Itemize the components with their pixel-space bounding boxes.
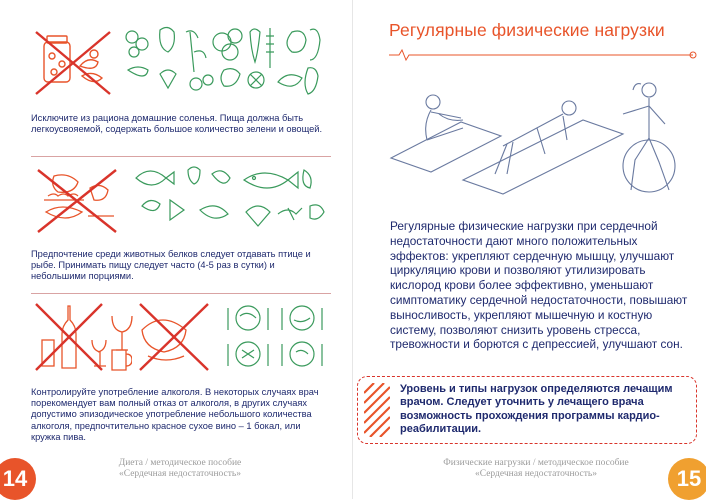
footer-line-2: «Сердечная недостаточность»	[475, 469, 597, 479]
divider	[31, 156, 331, 157]
note-text: Уровень и типы нагрузок определяются лечащим врачом. Следует уточнить у лечащего врача возможность прохождения программы кардио-реабилитации.	[400, 383, 673, 436]
note-box	[357, 376, 697, 444]
page-number-left: 14	[0, 458, 36, 500]
exercise-illustration	[387, 80, 697, 200]
meals-icon	[218, 300, 333, 374]
heartbeat-line-icon	[389, 48, 699, 62]
footer-line-2: «Сердечная недостаточность»	[119, 469, 241, 479]
footer-right	[417, 458, 655, 480]
body-paragraph: Регулярные физические нагрузки при сердечной недостаточности дают много положительных эффектов: укрепляют сердечную мышцу, улучшают циркуляцию крови и позволяют утилизировать кислород крови более эффективно, уменьшают симптоматику сердечной недостаточности, повышают выносливость, укрепляют мышечную и костную систему, позволяют снизить уровень стресса, тревожности и борются с депрессией, улучшают сон.	[390, 219, 688, 352]
paragraph-protein: Предпочтение среди животных белков следует отдавать птице и рыбе. Принимать пищу следует часто (4-5 раз в сутки) и небольшими порциями.	[31, 249, 311, 282]
vegetables-icon	[120, 22, 330, 102]
footer-line-1: Физические нагрузки / методическое пособие	[443, 458, 629, 468]
divider	[31, 293, 331, 294]
left-page	[0, 0, 353, 499]
fish-poultry-icon	[128, 160, 333, 238]
page-number-right: 15	[668, 458, 706, 500]
warning-stripes-icon	[364, 383, 390, 437]
crossed-pickles-icon	[32, 28, 118, 98]
footer-line-1: Диета / методическое пособие	[118, 458, 242, 468]
crossed-alcohol-extra-icon	[98, 300, 218, 374]
crossed-meat-icon	[34, 166, 124, 236]
footer-left	[80, 458, 280, 480]
paragraph-alcohol: Контролируйте употребление алкоголя. В некоторых случаях врач порекомендует вам полный отказ от алкоголя, в других случаях допустимо эпизодическое употребление небольшого количества алкоголя, предпочтительно красное сухое вино – 1 бокал, или кружка пива.	[31, 387, 319, 442]
paragraph-pickles: Исключите из рациона домашние соленья. Пища должна быть легкоусвояемой, содержать большое количество зелени и овощей.	[31, 113, 323, 135]
right-page	[353, 0, 706, 499]
page-title: Регулярные физические нагрузки	[389, 20, 665, 40]
